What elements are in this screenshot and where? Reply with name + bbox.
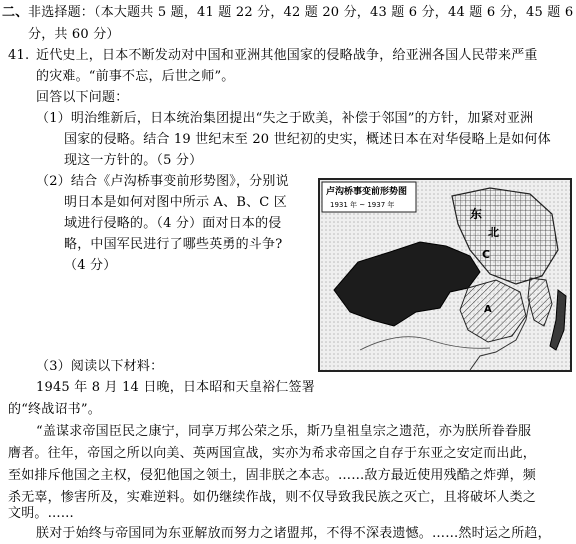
quote-line6: 朕对于始终与帝国同为东亚解放而努力之诸盟邦，不得不深表遗憾。……然时运之所趋， [36,526,551,541]
part1-line1: （1）明治维新后，日本统治集团提出“失之于欧美，补偿于邻国”的方针，加紧对亚洲 [36,111,534,126]
part3-line1: （3）阅读以下材料： [36,359,164,374]
section-title-line2: 分，共 60 分） [28,27,120,42]
quote-line2: 膺者。往年，帝国之所以向美、英两国宣战，实亦为希求帝国之自存于东亚之安定而出此， [8,446,537,461]
part2-line5: （4 分） [64,258,117,273]
part2-line2: 明日本是如何对图中所示 A、B、C 区 [64,195,287,210]
quote-line3: 至如排斥他国之主权，侵犯他国之领土，固非朕之本志。……敌方最近使用残酷之炸弹，频 [8,468,537,483]
intro-line2: 的灾难。“前事不忘，后世之师”。 [36,69,235,84]
part2-line3: 域进行侵略的。（4 分）面对日本的侵 [64,216,282,231]
map-drawing [320,180,570,370]
quote-line4: 杀无辜，惨害所及，实难逆料。如仍继续作战，则不仅导致我民族之灭亡，且将破坏人类之 [8,490,537,505]
intro-line3: 回答以下问题： [36,90,129,105]
map-title: 卢沟桥事变前形势图 [326,187,408,197]
part2-line4: 略，中国军民进行了哪些英勇的斗争? [64,237,283,252]
quote-line1: “盖谋求帝国臣民之康宁，同享万邦公荣之乐，斯乃皇祖皇宗之遗范，亦为朕所眷眷服 [36,424,532,439]
section-title-line1: 非选择题：（本大题共 5 题，41 题 22 分，42 题 20 分，43 题 6 分，44 题 6 分，45 题 6 [28,5,574,20]
part3-line2: 1945 年 8 月 14 日晚，日本昭和天皇裕仁签署 [36,380,315,395]
quote-line5: 文明。…… [8,506,75,521]
part1-line2: 国家的侵略。结合 19 世纪末至 20 世纪初的史实，概述日本在对华侵略上是如何体 [64,132,551,147]
intro-line1: 近代史上，日本不断发动对中国和亚洲其他国家的侵略战争，给亚洲各国人民带来严重 [36,48,538,63]
label-c: C [482,248,491,261]
part2-line1: （2）结合《卢沟桥事变前形势图》，分别说 [36,174,289,189]
lugouqiao-map [318,178,572,372]
map-years: 1931 年 ~ 1937 年 [330,201,395,209]
part3-line3: 的“终战诏书”。 [8,402,101,417]
question-number: 41. [8,48,30,63]
label-bei: 北 [488,226,499,239]
map-title-block [322,182,416,212]
part1-line3: 现这一方针的。（5 分） [64,153,203,168]
label-dong: 东 [470,207,483,221]
label-a: A [484,304,492,315]
section-number: 二、 [2,5,29,20]
